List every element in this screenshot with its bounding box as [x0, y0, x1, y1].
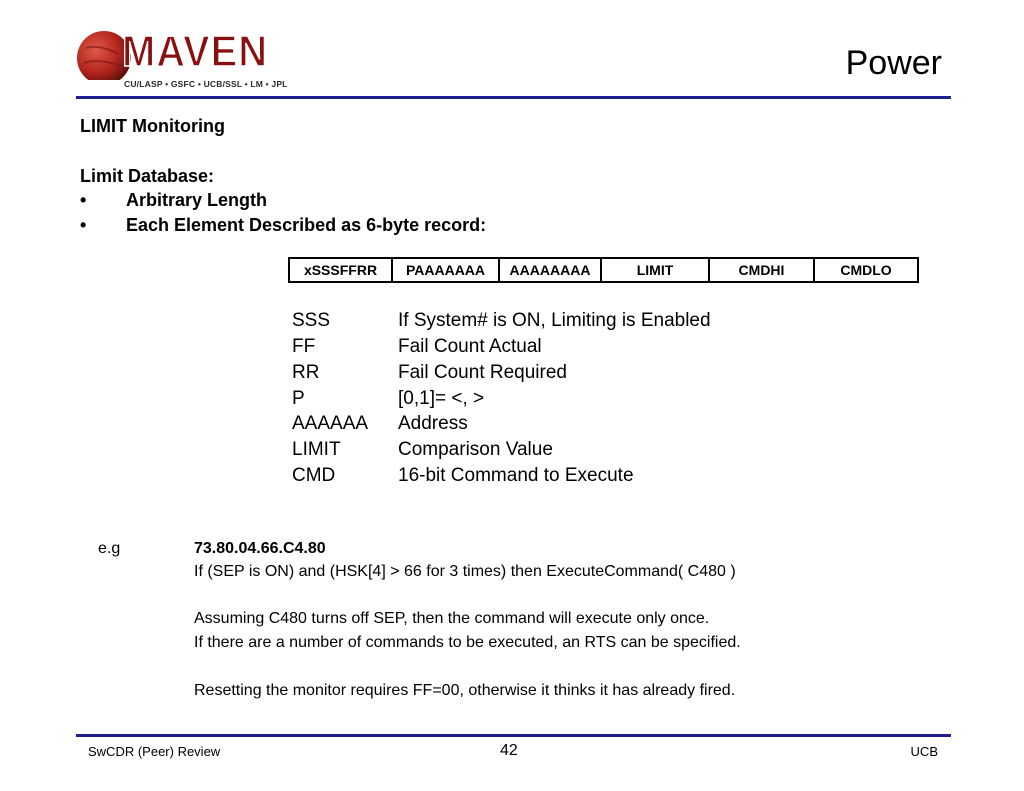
definition-desc: [0,1]= <, >	[398, 388, 485, 409]
database-heading: Limit Database:	[80, 166, 215, 186]
definition-term: LIMIT	[292, 439, 341, 460]
bullet-marker: •	[80, 190, 87, 210]
definition-desc: Fail Count Actual	[398, 336, 542, 357]
example-note: If there are a number of commands to be executed, an RTS can be specified.	[194, 634, 741, 651]
definition-term: P	[292, 388, 305, 409]
example-note: Assuming C480 turns off SEP, then the command will execute only once.	[194, 610, 710, 627]
definition-row	[292, 439, 553, 461]
maven-logo-graphic	[74, 18, 274, 80]
footer-review-label: SwCDR (Peer) Review	[88, 744, 221, 759]
definition-term: FF	[292, 336, 316, 357]
definition-row	[292, 336, 542, 358]
page-number: 42	[500, 742, 518, 759]
record-format-table	[288, 257, 919, 283]
definition-desc: If System# is ON, Limiting is Enabled	[398, 310, 711, 331]
record-field-cell: xSSSFFRR	[289, 258, 392, 282]
definition-row	[292, 310, 711, 332]
record-field-cell: CMDLO	[814, 258, 918, 282]
example-note: Resetting the monitor requires FF=00, otherwise it thinks it has already fired.	[194, 682, 736, 699]
top-divider	[76, 96, 951, 99]
logo-wordmark: MAVEN	[122, 27, 268, 76]
definition-term: CMD	[292, 465, 336, 486]
record-field-cell: LIMIT	[601, 258, 709, 282]
record-field-cell: CMDHI	[709, 258, 814, 282]
logo-subtitle: CU/LASP • GSFC • UCB/SSL • LM • JPL	[124, 79, 288, 89]
definition-term: SSS	[292, 310, 331, 331]
slide-title: Power	[845, 44, 942, 82]
footer-org-label: UCB	[910, 744, 938, 759]
bottom-divider	[76, 734, 951, 737]
section-heading: LIMIT Monitoring	[80, 116, 225, 136]
definition-desc: Fail Count Required	[398, 362, 567, 383]
definition-desc: Address	[398, 413, 468, 434]
definition-term: AAAAAA	[292, 413, 369, 434]
bullet-text: Arbitrary Length	[126, 190, 268, 210]
example-code: 73.80.04.66.C4.80	[194, 540, 326, 557]
definition-row	[292, 465, 634, 487]
definition-row	[292, 388, 484, 410]
example-explanation: If (SEP is ON) and (HSK[4] > 66 for 3 times) then ExecuteCommand( C480 )	[194, 563, 736, 580]
definition-term: RR	[292, 362, 320, 383]
record-field-cell: PAAAAAAA	[392, 258, 499, 282]
bullet-marker: •	[80, 215, 87, 235]
definition-row	[292, 362, 567, 384]
definition-desc: 16-bit Command to Execute	[398, 465, 634, 486]
bullet-item	[80, 215, 486, 236]
example-label: e.g	[98, 540, 121, 557]
record-field-cell: AAAAAAAA	[499, 258, 601, 282]
definition-row	[292, 413, 468, 435]
bullet-text: Each Element Described as 6-byte record:	[126, 215, 487, 235]
bullet-item	[80, 190, 267, 211]
definition-desc: Comparison Value	[398, 439, 553, 460]
record-row	[289, 258, 918, 282]
